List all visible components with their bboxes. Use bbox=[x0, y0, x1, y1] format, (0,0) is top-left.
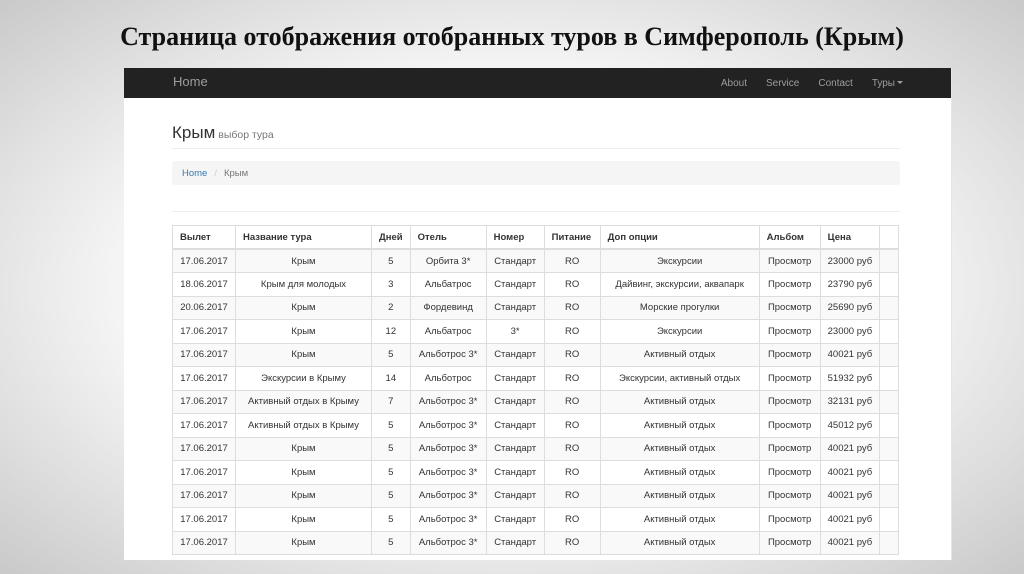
cell-departure: 17.06.2017 bbox=[173, 367, 236, 391]
cell-departure: 17.06.2017 bbox=[173, 390, 236, 414]
table-row bbox=[173, 508, 899, 532]
cell-extra-options: Активный отдых bbox=[600, 343, 759, 367]
cell-spacer bbox=[880, 414, 899, 438]
cell-tour-name: Активный отдых в Крыму bbox=[236, 390, 372, 414]
cell-departure: 17.06.2017 bbox=[173, 461, 236, 485]
page-title bbox=[172, 123, 900, 143]
column-header-price: Цена bbox=[820, 226, 880, 250]
divider bbox=[172, 211, 900, 212]
cell-hotel: Альботрос 3* bbox=[410, 461, 486, 485]
cell-spacer bbox=[880, 437, 899, 461]
cell-tour-name: Активный отдых в Крыму bbox=[236, 414, 372, 438]
navbar-links bbox=[702, 68, 903, 98]
cell-extra-options: Дайвинг, экскурсии, аквапарк bbox=[600, 273, 759, 297]
cell-extra-options: Активный отдых bbox=[600, 461, 759, 485]
breadcrumb-current: Крым bbox=[223, 167, 249, 179]
cell-meals: RO bbox=[544, 461, 600, 485]
cell-room: Стандарт bbox=[486, 343, 544, 367]
cell-days: 5 bbox=[372, 508, 411, 532]
cell-album[interactable]: Просмотр bbox=[759, 531, 820, 555]
cell-tour-name: Крым для молодых bbox=[236, 273, 372, 297]
cell-meals: RO bbox=[544, 367, 600, 391]
cell-album[interactable]: Просмотр bbox=[759, 273, 820, 297]
cell-hotel: Альботрос 3* bbox=[410, 508, 486, 532]
cell-extra-options: Активный отдых bbox=[600, 484, 759, 508]
cell-days: 5 bbox=[372, 414, 411, 438]
cell-departure: 17.06.2017 bbox=[173, 320, 236, 344]
column-header-tour-name: Название тура bbox=[236, 226, 372, 250]
cell-departure: 17.06.2017 bbox=[173, 343, 236, 367]
nav-dropdown-tours[interactable] bbox=[872, 78, 903, 89]
cell-departure: 17.06.2017 bbox=[173, 437, 236, 461]
table-row bbox=[173, 367, 899, 391]
cell-album[interactable]: Просмотр bbox=[759, 367, 820, 391]
cell-spacer bbox=[880, 343, 899, 367]
cell-spacer bbox=[880, 296, 899, 320]
cell-departure: 17.06.2017 bbox=[173, 508, 236, 532]
cell-album[interactable]: Просмотр bbox=[759, 343, 820, 367]
column-header-room: Номер bbox=[486, 226, 544, 250]
column-header-meals: Питание bbox=[544, 226, 600, 250]
table-row bbox=[173, 414, 899, 438]
cell-album[interactable]: Просмотр bbox=[759, 437, 820, 461]
cell-days: 7 bbox=[372, 390, 411, 414]
cell-departure: 20.06.2017 bbox=[173, 296, 236, 320]
cell-tour-name: Крым bbox=[236, 461, 372, 485]
nav-dropdown-tours-label: Туры bbox=[871, 77, 895, 89]
cell-spacer bbox=[880, 484, 899, 508]
cell-spacer bbox=[880, 320, 899, 344]
caret-down-icon bbox=[897, 81, 903, 84]
cell-room: Стандарт bbox=[486, 273, 544, 297]
table-row bbox=[173, 390, 899, 414]
cell-days: 12 bbox=[372, 320, 411, 344]
cell-hotel: Альботрос 3* bbox=[410, 343, 486, 367]
cell-meals: RO bbox=[544, 484, 600, 508]
cell-room: Стандарт bbox=[486, 367, 544, 391]
cell-album[interactable]: Просмотр bbox=[759, 414, 820, 438]
cell-price: 40021 руб bbox=[820, 343, 880, 367]
cell-tour-name: Крым bbox=[236, 343, 372, 367]
cell-meals: RO bbox=[544, 390, 600, 414]
cell-spacer bbox=[880, 249, 899, 273]
cell-departure: 17.06.2017 bbox=[173, 414, 236, 438]
breadcrumb-separator: / bbox=[214, 167, 217, 179]
cell-hotel: Орбита 3* bbox=[410, 249, 486, 273]
cell-price: 25690 руб bbox=[820, 296, 880, 320]
table-header-row bbox=[173, 226, 899, 250]
cell-tour-name: Крым bbox=[236, 249, 372, 273]
cell-extra-options: Морские прогулки bbox=[600, 296, 759, 320]
cell-room: Стандарт bbox=[486, 461, 544, 485]
column-header-album: Альбом bbox=[759, 226, 820, 250]
cell-hotel: Альботрос 3* bbox=[410, 390, 486, 414]
cell-album[interactable]: Просмотр bbox=[759, 484, 820, 508]
cell-price: 32131 руб bbox=[820, 390, 880, 414]
cell-spacer bbox=[880, 367, 899, 391]
cell-hotel: Альботрос 3* bbox=[410, 414, 486, 438]
cell-hotel: Альботрос 3* bbox=[410, 484, 486, 508]
cell-meals: RO bbox=[544, 273, 600, 297]
cell-hotel: Альбатрос bbox=[410, 320, 486, 344]
cell-room: Стандарт bbox=[486, 484, 544, 508]
cell-days: 2 bbox=[372, 296, 411, 320]
cell-tour-name: Крым bbox=[236, 296, 372, 320]
cell-price: 45012 руб bbox=[820, 414, 880, 438]
column-header-extra-options: Доп опции bbox=[600, 226, 759, 250]
cell-extra-options: Активный отдых bbox=[600, 390, 759, 414]
cell-room: Стандарт bbox=[486, 296, 544, 320]
column-header-days: Дней bbox=[372, 226, 411, 250]
page-subtitle: выбор тура bbox=[218, 129, 274, 141]
cell-meals: RO bbox=[544, 343, 600, 367]
cell-days: 5 bbox=[372, 484, 411, 508]
breadcrumb bbox=[172, 161, 900, 185]
tours-table bbox=[172, 225, 899, 555]
cell-extra-options: Активный отдых bbox=[600, 508, 759, 532]
cell-room: 3* bbox=[486, 320, 544, 344]
cell-tour-name: Экскурсии в Крыму bbox=[236, 367, 372, 391]
cell-room: Стандарт bbox=[486, 531, 544, 555]
table-row bbox=[173, 249, 899, 273]
table-row bbox=[173, 343, 899, 367]
cell-spacer bbox=[880, 508, 899, 532]
cell-room: Стандарт bbox=[486, 249, 544, 273]
cell-days: 14 bbox=[372, 367, 411, 391]
cell-extra-options: Экскурсии bbox=[600, 249, 759, 273]
cell-meals: RO bbox=[544, 320, 600, 344]
cell-extra-options: Экскурсии bbox=[600, 320, 759, 344]
table-row bbox=[173, 484, 899, 508]
cell-days: 5 bbox=[372, 531, 411, 555]
cell-price: 23000 руб bbox=[820, 320, 880, 344]
nav-link-contact[interactable]: Contact bbox=[818, 77, 853, 89]
breadcrumb-home-link[interactable]: Home bbox=[182, 167, 208, 179]
cell-price: 40021 руб bbox=[820, 508, 880, 532]
cell-days: 3 bbox=[372, 273, 411, 297]
cell-spacer bbox=[880, 273, 899, 297]
cell-tour-name: Крым bbox=[236, 484, 372, 508]
cell-album[interactable]: Просмотр bbox=[759, 508, 820, 532]
cell-price: 40021 руб bbox=[820, 437, 880, 461]
cell-album[interactable]: Просмотр bbox=[759, 390, 820, 414]
cell-meals: RO bbox=[544, 414, 600, 438]
page-title-text: Крым bbox=[172, 123, 216, 142]
cell-departure: 17.06.2017 bbox=[173, 249, 236, 273]
cell-tour-name: Крым bbox=[236, 531, 372, 555]
cell-extra-options: Активный отдых bbox=[600, 414, 759, 438]
cell-extra-options: Активный отдых bbox=[600, 437, 759, 461]
nav-link-service[interactable]: Service bbox=[765, 77, 800, 89]
slide-title: Страница отображения отобранных туров в Симферополь (Крым) bbox=[120, 22, 904, 51]
cell-departure: 17.06.2017 bbox=[173, 531, 236, 555]
table-row bbox=[173, 273, 899, 297]
table-body bbox=[173, 249, 899, 555]
cell-meals: RO bbox=[544, 508, 600, 532]
cell-room: Стандарт bbox=[486, 437, 544, 461]
cell-hotel: Альботрос bbox=[410, 367, 486, 391]
table-row bbox=[173, 531, 899, 555]
cell-meals: RO bbox=[544, 437, 600, 461]
cell-spacer bbox=[880, 390, 899, 414]
table-row bbox=[173, 461, 899, 485]
browser-page bbox=[124, 68, 952, 560]
page-header bbox=[172, 123, 900, 149]
table-row bbox=[173, 320, 899, 344]
cell-price: 23790 руб bbox=[820, 273, 880, 297]
cell-album[interactable]: Просмотр bbox=[759, 320, 820, 344]
cell-days: 5 bbox=[372, 343, 411, 367]
cell-hotel: Фордевинд bbox=[410, 296, 486, 320]
cell-spacer bbox=[880, 531, 899, 555]
cell-price: 40021 руб bbox=[820, 461, 880, 485]
cell-tour-name: Крым bbox=[236, 508, 372, 532]
cell-extra-options: Активный отдых bbox=[600, 531, 759, 555]
cell-price: 40021 руб bbox=[820, 484, 880, 508]
cell-price: 23000 руб bbox=[820, 249, 880, 273]
cell-price: 51932 руб bbox=[820, 367, 880, 391]
cell-meals: RO bbox=[544, 296, 600, 320]
column-header-spacer bbox=[880, 226, 899, 250]
cell-days: 5 bbox=[372, 437, 411, 461]
navbar-brand-home[interactable]: Home bbox=[173, 74, 208, 89]
column-header-departure: Вылет bbox=[173, 226, 236, 250]
cell-tour-name: Крым bbox=[236, 320, 372, 344]
nav-link-about[interactable]: About bbox=[720, 77, 747, 89]
cell-album[interactable]: Просмотр bbox=[759, 461, 820, 485]
cell-meals: RO bbox=[544, 249, 600, 273]
cell-album[interactable]: Просмотр bbox=[759, 249, 820, 273]
cell-days: 5 bbox=[372, 249, 411, 273]
cell-room: Стандарт bbox=[486, 390, 544, 414]
cell-spacer bbox=[880, 461, 899, 485]
cell-extra-options: Экскурсии, активный отдых bbox=[600, 367, 759, 391]
table-row bbox=[173, 437, 899, 461]
column-header-hotel: Отель bbox=[410, 226, 486, 250]
cell-days: 5 bbox=[372, 461, 411, 485]
cell-hotel: Альботрос 3* bbox=[410, 437, 486, 461]
cell-meals: RO bbox=[544, 531, 600, 555]
cell-tour-name: Крым bbox=[236, 437, 372, 461]
cell-room: Стандарт bbox=[486, 508, 544, 532]
cell-departure: 18.06.2017 bbox=[173, 273, 236, 297]
table-row bbox=[173, 296, 899, 320]
cell-hotel: Альбатрос bbox=[410, 273, 486, 297]
cell-room: Стандарт bbox=[486, 414, 544, 438]
cell-album[interactable]: Просмотр bbox=[759, 296, 820, 320]
cell-departure: 17.06.2017 bbox=[173, 484, 236, 508]
cell-hotel: Альботрос 3* bbox=[410, 531, 486, 555]
cell-price: 40021 руб bbox=[820, 531, 880, 555]
navbar bbox=[124, 68, 951, 98]
